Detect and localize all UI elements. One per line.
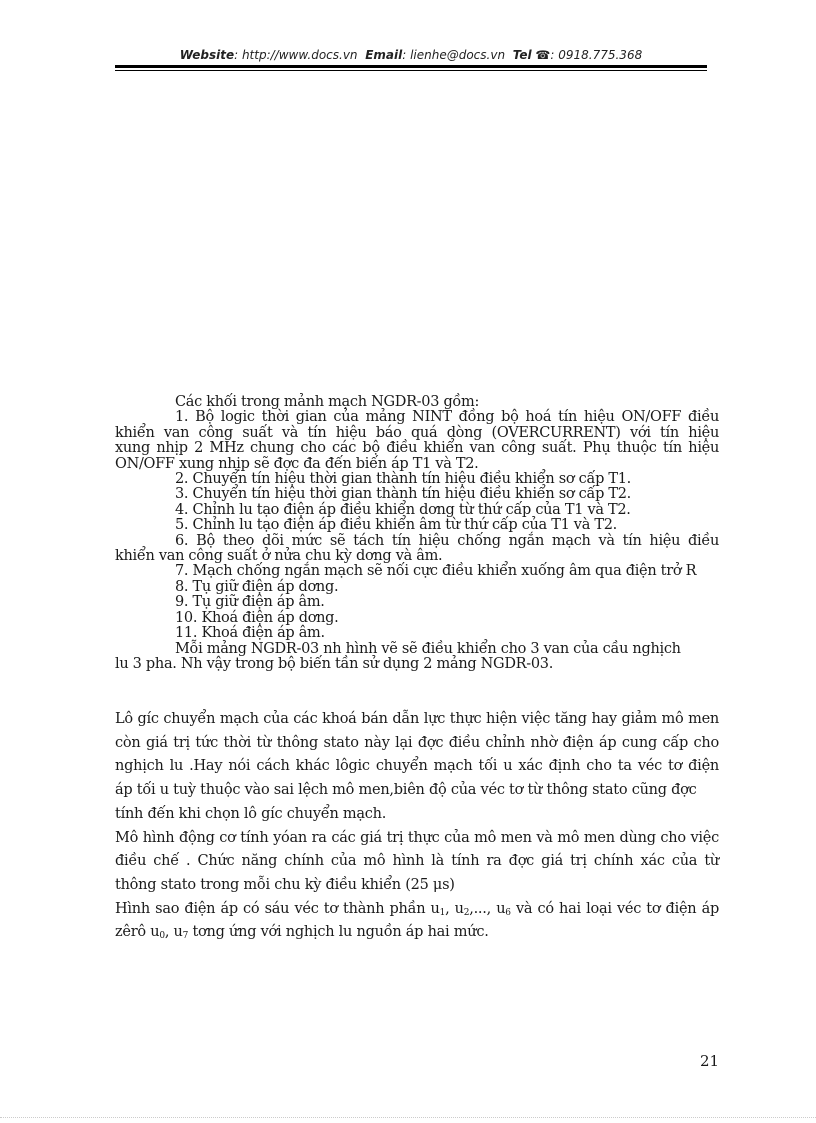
- list-item: 7. Mạch chống ngắn mạch sẽ nối cực điều khiển xuống âm qua điện trở R: [175, 563, 697, 580]
- list-intro: Các khối trong mảnh mạch NGDR-03 gồm:: [175, 394, 480, 410]
- list-item: 9. Tụ giữ điện áp âm.: [175, 594, 325, 611]
- list-item-cont: xung nhịp 2 MHz chung cho các bộ điều khiển van công suất. Phụ thuộc tín hiệu: [115, 440, 719, 457]
- paragraph-line: tính đến khi chọn lô gíc chuyển mạch.: [115, 805, 387, 822]
- list-item-cont: khiển van công suất ở nửa chu kỳ dơng và âm.: [115, 548, 443, 565]
- text-run: , u: [164, 924, 183, 941]
- paragraph-line-vectors: [115, 898, 719, 922]
- paragraph-line: Mô hình động cơ tính yóan ra các giá trị thực của mô men và mô men dùng cho việc: [115, 829, 719, 846]
- website-label: Website: [179, 48, 235, 62]
- summary-line: Mỗi mảng NGDR-03 nh hình vẽ sẽ điều khiển cho 3 van của cầu nghịch: [175, 640, 681, 657]
- paragraph-line: nghịch lu .Hay nói cách khác lôgic chuyển mạch tối u xác định cho ta véc tơ điện: [115, 758, 719, 775]
- list-item: 6. Bộ theo dõi mức sẽ tách tín hiệu chống ngắn mạch và tín hiệu điều: [175, 532, 719, 549]
- list-item: 1. Bộ logic thời gian của mảng NINT đồng bộ hoá tín hiệu ON/OFF điều: [175, 409, 719, 426]
- paragraph-line: thông stato trong mỗi chu kỳ điều khiển (25 μs): [115, 876, 455, 893]
- tel-label: Tel: [512, 48, 532, 62]
- text-run: và có hai loại véc tơ điện áp: [510, 900, 719, 917]
- page-number: 21: [700, 1052, 720, 1070]
- subscript: 2: [463, 907, 470, 918]
- page-bottom-divider: [0, 1117, 816, 1118]
- paragraph-line: điều chế . Chức năng chính của mô hình là tính ra đợc giá trị chính xác của từ: [115, 853, 719, 870]
- tel-value: : 0918.775.368: [550, 48, 643, 62]
- phone-icon: ☎: [535, 48, 551, 62]
- text-run: tơng ứng với nghịch lu nguồn áp hai mức.: [188, 924, 489, 941]
- paragraph-line: Lô gíc chuyển mạch của các khoá bán dẫn lực thực hiện việc tăng hay giảm mô men: [115, 711, 719, 727]
- website-value: : http://www.docs.vn: [234, 48, 358, 62]
- list-item: 5. Chỉnh lu tạo điện áp điều khiển âm từ thứ cấp của T1 và T2.: [175, 517, 617, 534]
- header-rule-thin: [115, 70, 707, 71]
- summary-line: lu 3 pha. Nh vậy trong bộ biến tần sử dụng 2 mảng NGDR-03.: [115, 655, 554, 672]
- subscript: 1: [439, 907, 446, 918]
- body-section: [115, 708, 719, 945]
- paragraph-line: áp tối u tuỳ thuộc vào sai lệch mô men,biên độ của véc tơ từ thông stato cũng đợc: [115, 782, 697, 799]
- email-label: Email: [365, 48, 403, 62]
- ngdr-list-section: [115, 395, 719, 672]
- subscript: 7: [182, 931, 189, 942]
- list-item: 11. Khoá điện áp âm.: [175, 625, 325, 642]
- list-item-cont: ON/OFF xung nhịp sẽ đợc đa đến biến áp T1 và T2.: [115, 455, 479, 472]
- list-item: 4. Chỉnh lu tạo điện áp điều khiển dơng từ thứ cấp của T1 và T2.: [175, 501, 631, 518]
- paragraph-line: còn giá trị tức thời từ thông stato này lại đợc điều chỉnh nhờ điện áp cung cấp cho: [115, 734, 719, 751]
- list-item: 10. Khoá điện áp dơng.: [175, 609, 339, 626]
- paragraph-line-zero: [115, 921, 719, 945]
- subscript: 6: [505, 907, 511, 918]
- list-item: 3. Chuyển tín hiệu thời gian thành tín hiệu điều khiển sơ cấp T2.: [175, 486, 631, 503]
- header-rule-thick: [115, 65, 707, 68]
- list-item-cont: khiển van công suất và tín hiệu báo quá dòng (OVERCURRENT) với tín hiệu: [115, 424, 719, 441]
- text-run: , u: [445, 900, 464, 917]
- text-run: zêrô u: [115, 924, 160, 941]
- page-header: [115, 48, 707, 62]
- text-run: Hình sao điện áp có sáu véc tơ thành phần u: [115, 900, 440, 917]
- email-value: : lienhe@docs.vn: [402, 48, 506, 62]
- list-item: 2. Chuyển tín hiệu thời gian thành tín hiệu điều khiển sơ cấp T1.: [175, 471, 631, 488]
- subscript: 0: [159, 931, 165, 942]
- text-run: ,..., u: [469, 900, 506, 917]
- list-item: 8. Tụ giữ điện áp dơng.: [175, 578, 339, 595]
